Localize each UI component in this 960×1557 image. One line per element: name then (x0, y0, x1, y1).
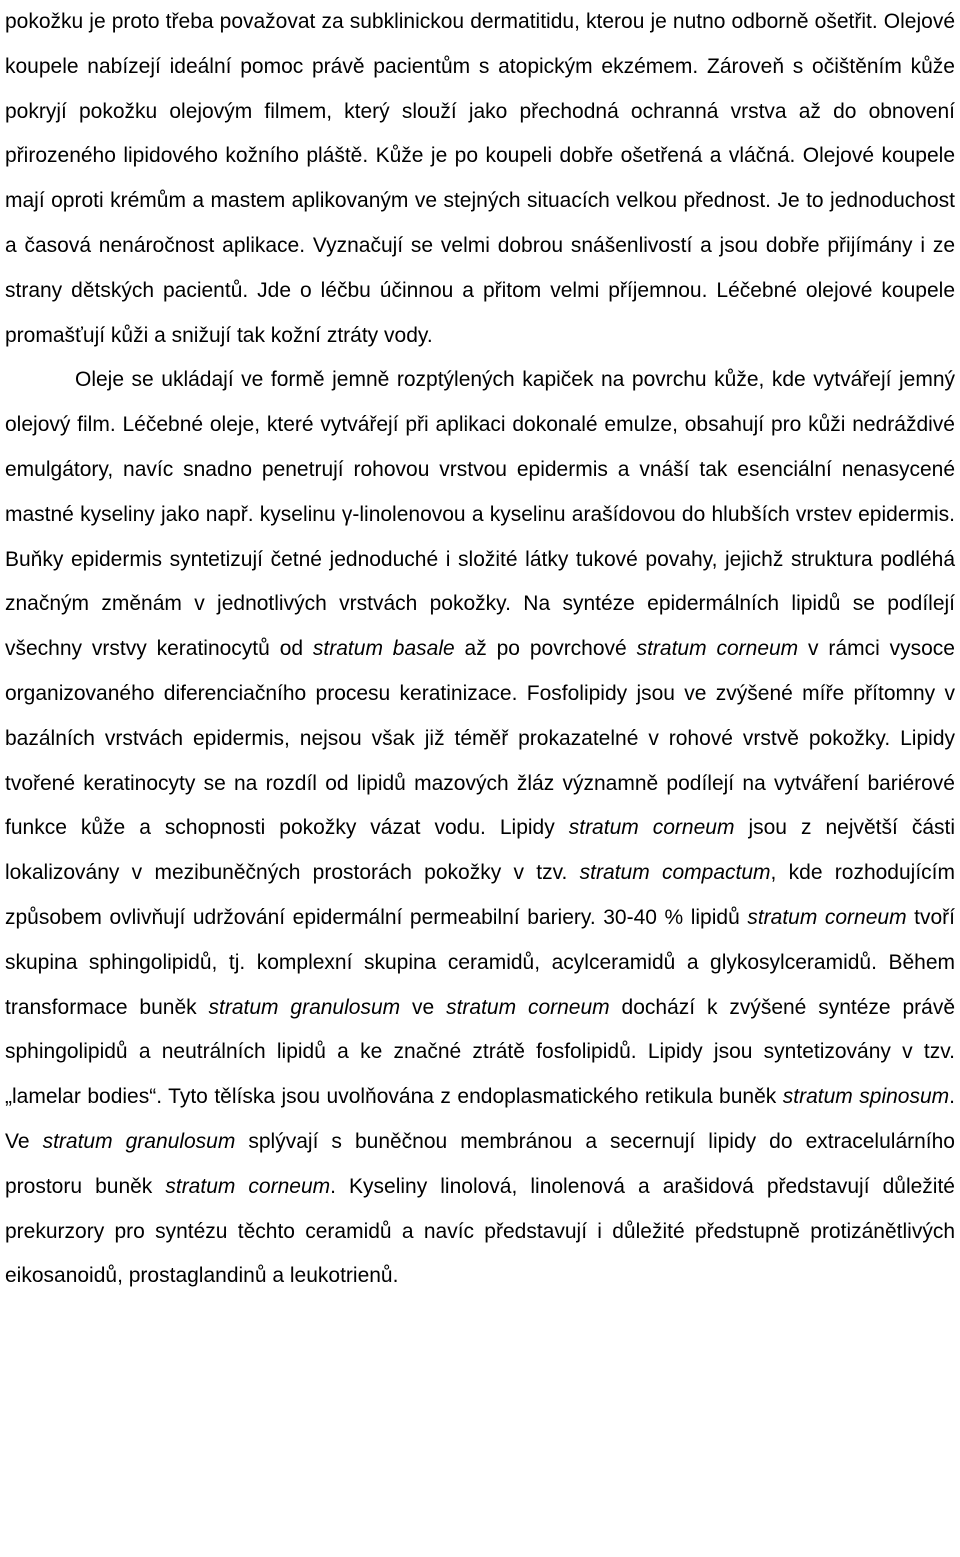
term-stratum-granulosum: stratum granulosum (42, 1129, 236, 1153)
paragraph-2-text: Oleje se ukládají ve formě jemně rozptýlených kapiček na povrchu kůže, kde vytvářejí jemný olejový film. Léčebné oleje, které vytvářejí při aplikaci dokonalé emulze, obsahují pro kůži nedráždivé emulgátory, navíc snadno penetrují rohovou vrstvou epidermis a vnáší tak esenciální nenasycené mastné kyseliny jako např. kyselinu γ-linolenovou a kyselinu arašídovou do hlubších vrstev epidermis. Buňky epidermis syntetizují četné jednoduché i složité látky tukové povahy, jejichž struktura podléhá značným změnám v jednotlivých vrstvách pokožky. Na syntéze epidermálních lipidů se podílejí všechny vrstvy keratinocytů od (5, 368, 955, 661)
paragraph-2-text: . Ve (5, 1085, 955, 1153)
term-stratum-corneum: stratum corneum (446, 995, 610, 1019)
paragraph-2-text: tvoří skupina sphingolipidů, tj. komplexní skupina ceramidů, acylceramidů a glykosylceramidů. Během transformace buněk (5, 905, 955, 1019)
term-stratum-corneum: stratum corneum (636, 637, 799, 661)
term-stratum-corneum: stratum corneum (568, 816, 735, 840)
paragraph-2 (5, 358, 955, 1299)
paragraph-2-text: ve (400, 995, 447, 1019)
paragraph-2-text: jsou z největší části lokalizovány v mezibuněčných prostorách pokožky v tzv. (5, 816, 956, 885)
term-stratum-corneum: stratum corneum (747, 905, 907, 929)
paragraph-2-text: dochází k zvýšené syntéze právě sphingolipidů a neutrálních lipidů a ke značné ztrátě fosfolipidů. Lipidy jsou syntetizovány v tzv. „lamelar bodies“. Tyto tělíska jsou uvolňována z endoplasmatického retikula buněk (5, 995, 955, 1109)
paragraph-2-text: splývají s buněčnou membránou a secernují lipidy do extracelulárního prostoru buněk (5, 1129, 955, 1198)
paragraph-1-text: pokožku je proto třeba považovat za subklinickou dermatitidu, kterou je nutno odborně ošetřit. Olejové koupele nabízejí ideální pomoc právě pacientům s atopickým ekzémem. Zároveň s očištěním kůže pokryjí pokožku olejovým filmem, který slouží jako přechodná ochranná vrstva až do obnovení přirozeného lipidového kožního pláště. Kůže je po koupeli dobře ošetřená a vláčná. Olejové koupele mají oproti krémům a mastem aplikovaným ve stejných situacích velkou přednost. Je to jednoduchost a časová nenáročnost aplikace. Vyznačují se velmi dobrou snášenlivostí a jsou dobře přijímány i ze strany dětských pacientů. Jde o léčbu účinnou a přitom velmi příjemnou. Léčebné olejové koupele promašťují kůži a snižují tak kožní ztráty vody. (5, 10, 955, 347)
term-stratum-basale: stratum basale (312, 637, 455, 661)
paragraph-2-text: , kde rozhodujícím způsobem ovlivňují udržování epidermální permeabilní bariery. 30-40 % lipidů (5, 861, 955, 929)
paragraph-1 (5, 0, 955, 358)
term-stratum-compactum: stratum compactum (579, 861, 771, 885)
paragraph-2-text: . Kyseliny linolová, linolenová a arašidová představují důležité prekurzory pro syntézu těchto ceramidů a navíc představují i důležité předstupně protizánětlivých eikosanoidů, prostaglandinů a leukotrienů. (5, 1174, 955, 1288)
paragraph-2-text: v rámci vysoce organizovaného diferenciačního procesu keratinizace. Fosfolipidy jsou ve zvýšené míře přítomny v bazálních vrstvách epidermis, nejsou však již téměř prokazatelné v rohové vrstvě pokožky. Lipidy tvořené keratinocyty se na rozdíl od lipidů mazových žláz významně podílejí na vytváření bariérové funkce kůže a schopnosti pokožky vázat vodu. Lipidy (5, 637, 955, 840)
term-stratum-corneum: stratum corneum (165, 1174, 331, 1198)
paragraph-2-text: až po povrchové (454, 637, 637, 661)
term-stratum-granulosum: stratum granulosum (208, 995, 401, 1019)
document-page (5, 0, 955, 1299)
term-stratum-spinosum: stratum spinosum (782, 1085, 950, 1109)
